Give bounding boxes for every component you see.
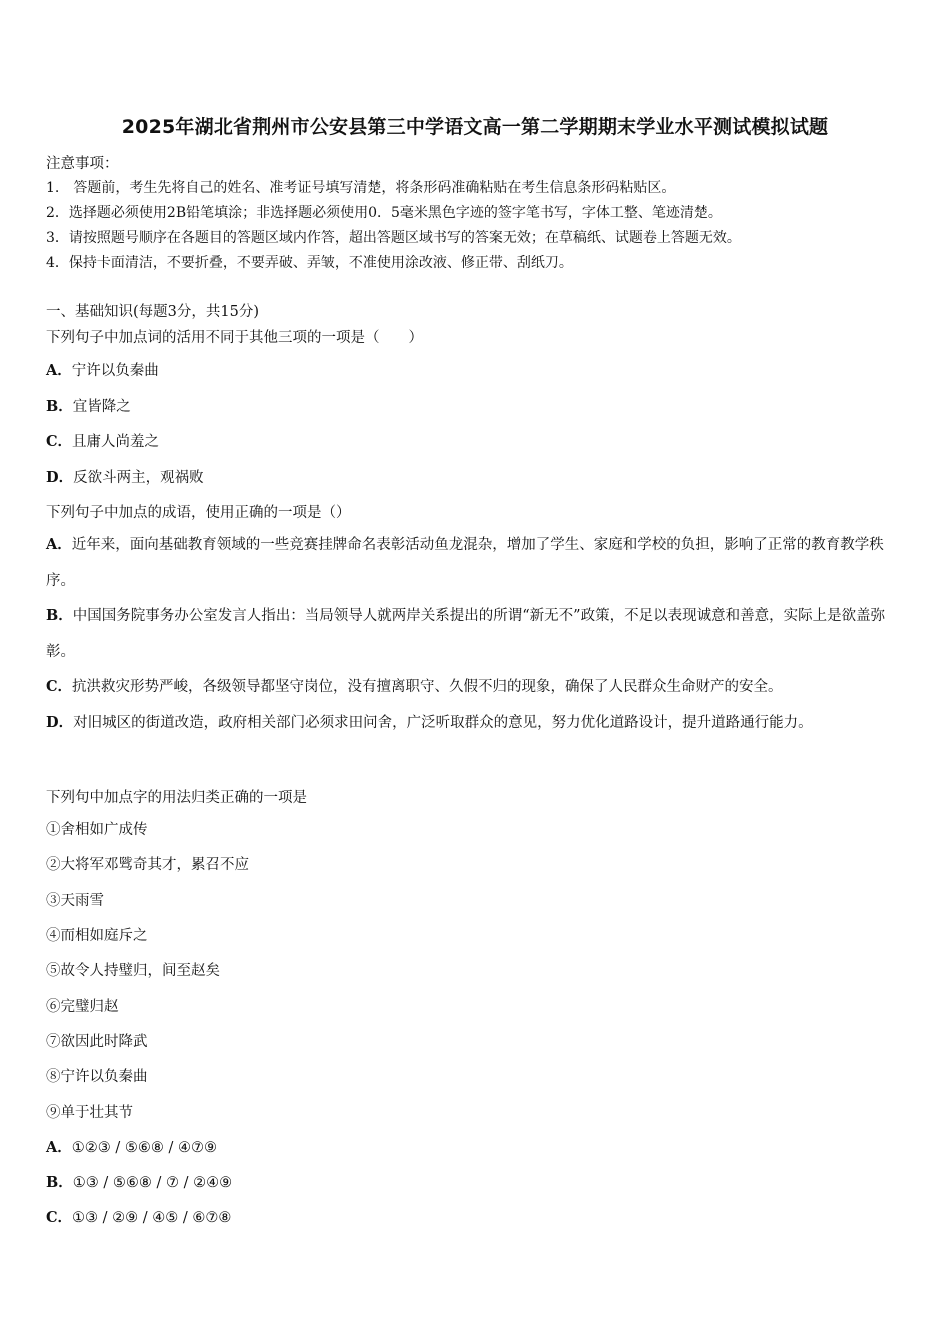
notice-item-2: 2．选择题必须使用2B铅笔填涂；非选择题必须使用0．5毫米黑色字迹的签字笔书写，字体工整、笔迹清楚。 <box>46 205 722 221</box>
q3-item: ①舍相如广成传 <box>46 822 148 838</box>
q3-item: ④而相如庭斥之 <box>46 928 148 944</box>
option-label: D． <box>46 714 74 731</box>
option-text: 中国国务院事务办公室发言人指出：当局领导人就两岸关系提出的所谓“新无不”政策，不足以表现诚意和善意，实际上是欲盖弥彰。 <box>46 608 886 660</box>
q2-option-b <box>46 598 906 670</box>
q3-item: ⑥完璧归赵 <box>46 999 119 1015</box>
option-text: 近年来，面向基础教育领域的一些竞赛挂牌命名表彰活动鱼龙混杂，增加了学生、家庭和学校的负担，影响了正常的教育教学秩序。 <box>46 537 884 589</box>
option-text: 宜皆降之 <box>72 399 131 415</box>
option-label: C． <box>46 433 73 450</box>
q3-option-b <box>46 1171 232 1192</box>
option-text: ①③ / ②⑨ / ④⑤ / ⑥⑦⑧ <box>72 1210 232 1226</box>
option-text: 且庸人尚羞之 <box>72 434 160 450</box>
q1-stem: 下列句子中加点词的活用不同于其他三项的一项是（ ） <box>46 330 423 346</box>
option-text: 对旧城区的街道改造，政府相关部门必须求田问舍，广泛听取群众的意见，努力优化道路设计，提升道路通行能力。 <box>73 715 813 731</box>
option-label: A． <box>46 1139 72 1156</box>
option-label: B． <box>46 1174 73 1191</box>
option-text: 反欲斗两主，观祸败 <box>73 470 204 486</box>
q3-option-a <box>46 1136 217 1157</box>
q3-stem: 下列句中加点字的用法归类正确的一项是 <box>46 790 307 806</box>
option-label: B． <box>46 398 73 415</box>
notice-heading: 注意事项： <box>46 156 119 172</box>
option-text: 抗洪救灾形势严峻，各级领导都坚守岗位，没有擅离职守、久假不归的现象，确保了人民群众生命财产的安全。 <box>72 679 783 695</box>
q1-option-c <box>46 430 159 451</box>
notice-item-1: 1. 答题前，考生先将自己的姓名、准考证号填写清楚，将条形码准确粘贴在考生信息条形码粘贴区。 <box>46 180 676 196</box>
option-label: C． <box>46 1209 73 1226</box>
q1-option-b <box>46 395 131 416</box>
section-heading: 一、基础知识(每题3分，共15分) <box>46 304 259 320</box>
option-text: ①②③ / ⑤⑥⑧ / ④⑦⑨ <box>71 1140 217 1156</box>
notice-item-3: 3．请按照题号顺序在各题目的答题区域内作答，超出答题区域书写的答案无效；在草稿纸、试题卷上答题无效。 <box>46 230 741 246</box>
q1-option-a <box>46 359 159 380</box>
q3-item: ⑨单于壮其节 <box>46 1105 133 1121</box>
exam-title: 2025年湖北省荆州市公安县第三中学语文高一第二学期期末学业水平测试模拟试题 <box>121 116 829 138</box>
q3-item: ⑦欲因此时降武 <box>46 1034 148 1050</box>
q1-option-d <box>46 466 204 487</box>
q2-stem: 下列句子中加点的成语，使用正确的一项是（） <box>46 505 351 521</box>
q3-item: ⑧宁许以负秦曲 <box>46 1069 148 1085</box>
option-text: 宁许以负秦曲 <box>71 363 159 379</box>
q2-option-a <box>46 527 906 599</box>
option-label: A． <box>46 536 72 553</box>
option-label: B． <box>46 607 73 624</box>
q2-option-d <box>46 705 906 741</box>
q2-option-c <box>46 669 906 705</box>
option-label: A． <box>46 362 72 379</box>
q3-item: ②大将军邓骘奇其才，累召不应 <box>46 857 249 873</box>
notice-item-4: 4．保持卡面清洁，不要折叠，不要弄破、弄皱，不准使用涂改液、修正带、刮纸刀。 <box>46 255 573 271</box>
q3-option-c <box>46 1206 231 1227</box>
q3-item: ③天雨雪 <box>46 893 104 909</box>
q3-item: ⑤故令人持璧归，间至赵矣 <box>46 963 220 979</box>
option-label: C． <box>46 678 73 695</box>
option-text: ①③ / ⑤⑥⑧ / ⑦ / ②④⑨ <box>72 1175 233 1191</box>
option-label: D． <box>46 469 74 486</box>
